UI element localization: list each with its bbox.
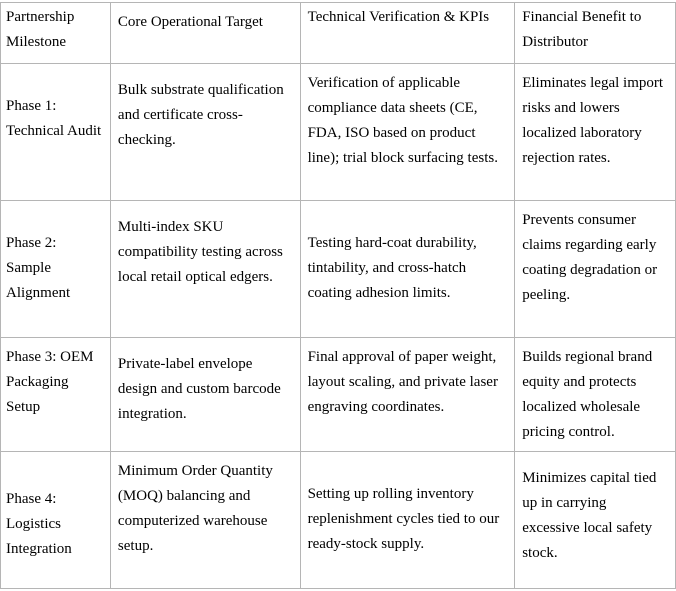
benefit-cell: Eliminates legal import risks and lowers localized laboratory rejection rates. xyxy=(515,64,676,201)
target-cell: Minimum Order Quantity (MOQ) balancing and computerized warehouse setup. xyxy=(110,452,300,589)
header-kpis: Technical Verification & KPIs xyxy=(300,3,515,64)
target-cell: Bulk substrate qualification and certificate cross-checking. xyxy=(110,64,300,201)
table-row xyxy=(1,64,676,201)
header-benefit: Financial Benefit to Distributor xyxy=(515,3,676,64)
target-cell: Private-label envelope design and custom barcode integration. xyxy=(110,338,300,452)
header-target: Core Operational Target xyxy=(110,3,300,64)
benefit-cell: Prevents consumer claims regarding early coating degradation or peeling. xyxy=(515,201,676,338)
kpis-cell: Final approval of paper weight, layout scaling, and private laser engraving coordinates. xyxy=(300,338,515,452)
milestone-table xyxy=(0,2,676,589)
milestone-cell: Phase 3: OEM Packaging Setup xyxy=(1,338,111,452)
milestone-cell: Phase 1: Technical Audit xyxy=(1,64,111,201)
kpis-cell: Setting up rolling inventory replenishment cycles tied to our ready-stock supply. xyxy=(300,452,515,589)
target-cell: Multi-index SKU compatibility testing across local retail optical edgers. xyxy=(110,201,300,338)
kpis-cell: Testing hard-coat durability, tintability, and cross-hatch coating adhesion limits. xyxy=(300,201,515,338)
table-header-row xyxy=(1,3,676,64)
milestone-cell: Phase 2: Sample Alignment xyxy=(1,201,111,338)
table-row xyxy=(1,338,676,452)
table-row xyxy=(1,201,676,338)
benefit-cell: Minimizes capital tied up in carrying excessive local safety stock. xyxy=(515,452,676,589)
milestone-cell: Phase 4: Logistics Integration xyxy=(1,452,111,589)
benefit-cell: Builds regional brand equity and protects localized wholesale pricing control. xyxy=(515,338,676,452)
kpis-cell: Verification of applicable compliance data sheets (CE, FDA, ISO based on product line); trial block surfacing tests. xyxy=(300,64,515,201)
header-milestone: Partnership Milestone xyxy=(1,3,111,64)
table-row xyxy=(1,452,676,589)
